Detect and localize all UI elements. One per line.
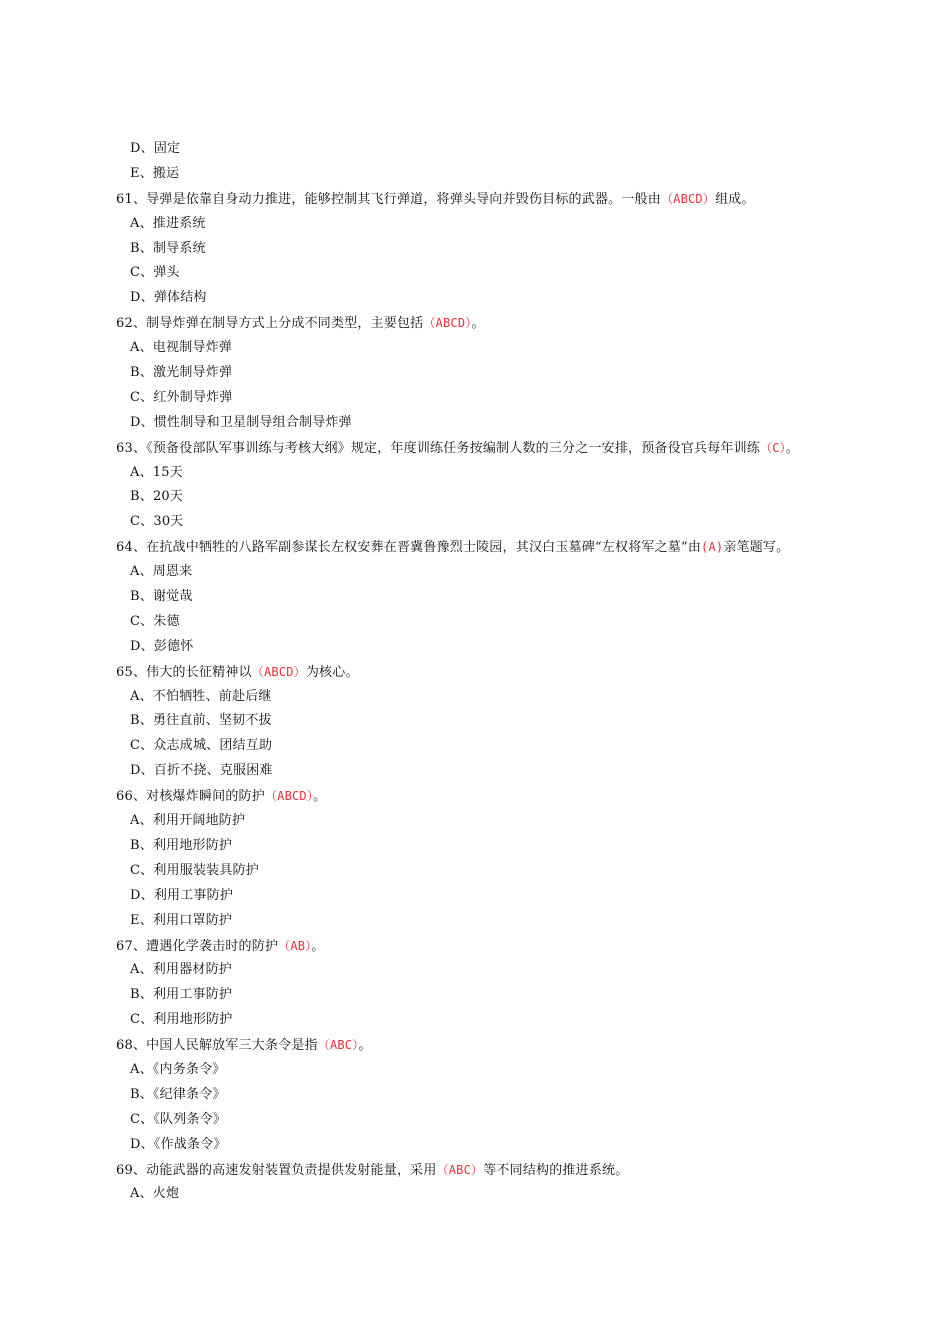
option-line: D、惯性制导和卫星制导组合制导炸弹 bbox=[130, 414, 352, 430]
question-text-tail: 。 bbox=[311, 938, 325, 954]
option-line: C、利用地形防护 bbox=[130, 1012, 233, 1028]
answer-key: （ABCD） bbox=[251, 664, 306, 679]
option-line: A、周恩来 bbox=[130, 564, 193, 580]
question-text-tail: 等不同结构的推进系统。 bbox=[483, 1162, 629, 1178]
option-line: A、不怕牺牲、前赴后继 bbox=[130, 688, 272, 704]
option-line: A、15天 bbox=[130, 464, 183, 480]
question-text: 62、制导炸弹在制导方式上分成不同类型，主要包括 bbox=[116, 316, 424, 332]
question-text-tail: 组成。 bbox=[715, 191, 755, 207]
question-line bbox=[0, 535, 950, 560]
option-line: B、勇往直前、坚韧不拔 bbox=[130, 713, 272, 729]
question-text-tail: 。 bbox=[471, 316, 485, 332]
option-line: B、谢觉哉 bbox=[130, 589, 193, 605]
answer-key: （C） bbox=[760, 440, 786, 455]
question-text: 69、动能武器的高速发射装置负责提供发射能量，采用 bbox=[116, 1162, 437, 1178]
question-line bbox=[0, 311, 950, 336]
option-line: C、30天 bbox=[130, 514, 184, 530]
answer-key: （ABCD） bbox=[660, 191, 716, 206]
option-line: D、利用工事防护 bbox=[130, 887, 234, 903]
answer-key: （ABC） bbox=[317, 1038, 359, 1053]
option-line: D、固定 bbox=[130, 141, 181, 156]
option-line: A、利用器材防护 bbox=[130, 962, 232, 978]
question-text: 63、《预备役部队军事训练与考核大纲》规定，年度训练任务按编制人数的三分之一安排，预备役官兵每年训练 bbox=[116, 440, 761, 456]
answer-key: （ABCD） bbox=[264, 789, 314, 804]
option-line: E、利用口罩防护 bbox=[130, 912, 233, 928]
document-page bbox=[0, 137, 950, 1207]
option-line: C、朱德 bbox=[130, 613, 180, 629]
question-text-tail: 。 bbox=[358, 1038, 372, 1054]
question-text: 61、导弹是依靠自身动力推进，能够控制其飞行弹道，将弹头导向并毁伤目标的武器。一般由 bbox=[116, 191, 661, 207]
option-line: A、推进系统 bbox=[130, 215, 206, 231]
option-line: C、众志成城、团结互助 bbox=[130, 738, 273, 754]
option-line: C、红外制导炸弹 bbox=[130, 389, 233, 405]
question-text: 65、伟大的长征精神以 bbox=[116, 664, 252, 680]
option-line: A、《内务条令》 bbox=[130, 1061, 226, 1077]
option-line: B、20天 bbox=[130, 489, 184, 505]
option-line: C、弹头 bbox=[130, 265, 180, 281]
question-line bbox=[0, 660, 950, 685]
option-line: B、《纪律条令》 bbox=[130, 1086, 226, 1102]
question-line bbox=[0, 1033, 950, 1058]
option-line: C、利用服装装具防护 bbox=[130, 862, 259, 878]
answer-key: （ABCD） bbox=[423, 316, 472, 331]
answer-key: (A) bbox=[701, 540, 724, 555]
question-line bbox=[0, 784, 950, 809]
option-line: E、搬运 bbox=[130, 165, 180, 181]
option-line: B、制导系统 bbox=[130, 240, 206, 256]
question-line bbox=[0, 1158, 950, 1183]
option-line: B、激光制导炸弹 bbox=[130, 365, 233, 381]
question-text-tail: 。 bbox=[313, 789, 327, 805]
question-text-tail: 。 bbox=[785, 440, 800, 456]
option-line: A、利用开阔地防护 bbox=[130, 813, 246, 829]
answer-key: （AB） bbox=[278, 938, 312, 953]
option-line: D、彭德怀 bbox=[130, 638, 194, 654]
question-text: 68、中国人民解放军三大条令是指 bbox=[116, 1038, 318, 1054]
option-line: D、百折不挠、克服困难 bbox=[130, 763, 273, 779]
option-line: D、《作战条令》 bbox=[130, 1136, 227, 1152]
answer-key: （ABC） bbox=[436, 1162, 484, 1177]
question-line bbox=[0, 436, 950, 461]
option-line: B、利用工事防护 bbox=[130, 987, 233, 1003]
option-line: C、《队列条令》 bbox=[130, 1111, 227, 1127]
question-text: 66、对核爆炸瞬间的防护 bbox=[116, 789, 265, 805]
option-line: A、电视制导炸弹 bbox=[130, 340, 232, 356]
question-line bbox=[0, 187, 950, 212]
question-text: 64、在抗战中牺牲的八路军副参谋长左权安葬在晋冀鲁豫烈士陵园，其汉白玉墓碑“左权将军之墓”由 bbox=[116, 540, 702, 556]
question-text-tail: 亲笔题写。 bbox=[723, 540, 790, 556]
option-line: D、弹体结构 bbox=[130, 290, 207, 306]
question-text-tail: 为核心。 bbox=[305, 664, 359, 680]
question-text: 67、遭遇化学袭击时的防护 bbox=[116, 938, 279, 954]
option-line: A、火炮 bbox=[130, 1186, 180, 1202]
option-line: B、利用地形防护 bbox=[130, 837, 233, 853]
question-line bbox=[0, 934, 950, 959]
